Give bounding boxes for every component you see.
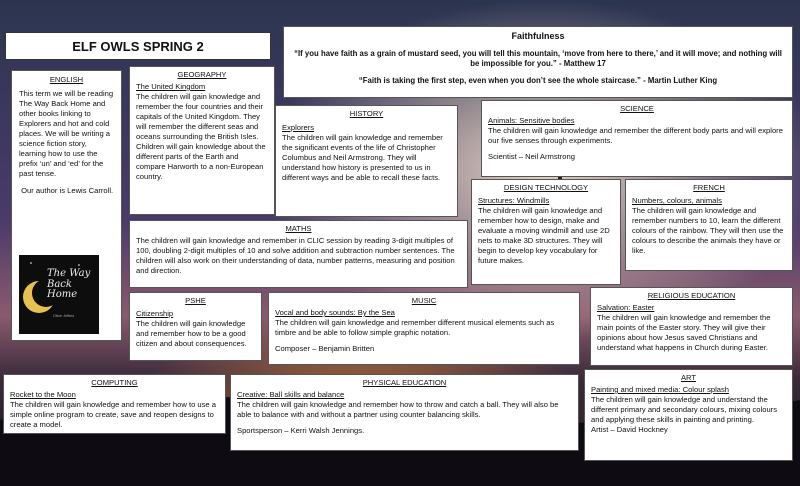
computing-heading: COMPUTING xyxy=(91,378,138,387)
pshe-heading: PSHE xyxy=(185,296,206,305)
history-body: The children will gain knowledge and remember the significant events of the life of Christopher Columbus and Neil Armstrong. They will understand how history is presented to us in different ways and be able to recall these facts. xyxy=(282,133,443,183)
english-author: Our author is Lewis Carroll. xyxy=(19,186,114,196)
music-topic: Vocal and body sounds: By the Sea xyxy=(275,308,395,318)
music-body: The children will gain knowledge and remember different musical elements such as timbre and be able to follow simple graphic notation. xyxy=(275,318,555,338)
design-technology-body: The children will gain knowledge and remember how to design, make and evaluate a moving windmill and use 2D nets to make 3D structures. They will begin to develop key vocabulary for future makes. xyxy=(478,206,610,266)
design-technology-topic: Structures: Windmills xyxy=(478,196,550,206)
english-heading: ENGLISH xyxy=(49,75,84,84)
science-heading: SCIENCE xyxy=(620,104,654,113)
art-body: The children will gain knowledge and understand the different primary and secondary colours, mixing colours and applying these skills in painting and printing. xyxy=(591,395,777,425)
art-heading: ART xyxy=(680,373,697,382)
music-composer: Composer – Benjamin Britten xyxy=(275,344,375,354)
pshe-topic: Citizenship xyxy=(136,309,174,319)
music-heading: MUSIC xyxy=(411,296,437,305)
english-body: This term we will be reading The Way Back Home and other books linking to Explorers and hot and cold places. We will be writing a science fiction story, learning how to use the prefix ‘un’ and ‘ed’ for the past tense. xyxy=(19,89,114,179)
science-body: The children will gain knowledge and remember the different body parts and will explore our five senses through experiments. xyxy=(488,126,783,146)
book-title: The Way Back Home xyxy=(47,268,91,300)
geography-body: The children will gain knowledge and remember the four countries and their capitals of the United Kingdom. They will remember the different seas and oceans surrounding the British Isles. Children will gain knowledge about the different parts of the Earth and compare Harworth to a non-European country. xyxy=(136,92,266,182)
science-panel xyxy=(481,100,793,177)
maths-body: The children will gain knowledge and remember in CLIC session by reading 3-digit multiples of 100, doubling 2-digit multiples of 10 and solve addition and subtraction number sentences. The children will also work on their understanding of data, number patterns, measuring and position and direction. xyxy=(136,236,455,276)
book-author: Oliver Jeffers xyxy=(53,314,75,318)
art-panel xyxy=(584,369,793,461)
faithfulness-panel xyxy=(283,26,793,98)
maths-panel xyxy=(129,220,468,288)
religious-education-topic: Salvation: Easter xyxy=(597,303,655,313)
religious-education-heading: RELIGIOUS EDUCATION xyxy=(647,291,736,300)
pshe-panel xyxy=(129,292,262,361)
history-heading: HISTORY xyxy=(349,109,384,118)
science-scientist: Scientist – Neil Armstrong xyxy=(488,152,575,162)
faith-quote-matthew: “If you have faith as a grain of mustard seed, you will tell this mountain, ‘move from here to there,’ and it will move; and nothing will be impossible for you.” - Matthew 17 xyxy=(294,48,782,69)
french-topic: Numbers, colours, animals xyxy=(632,196,722,206)
design-technology-heading: DESIGN TECHNOLOGY xyxy=(503,183,589,192)
pshe-body: The children will gain knowledge and remember how to be a good citizen and about consequences. xyxy=(136,319,247,349)
physical-education-topic: Creative: Ball skills and balance xyxy=(237,390,345,400)
art-artist: Artist – David Hockney xyxy=(591,425,668,435)
faithfulness-heading: Faithfulness xyxy=(511,31,565,41)
art-topic: Painting and mixed media: Colour splash xyxy=(591,385,730,395)
geography-topic: The United Kingdom xyxy=(136,82,206,92)
french-body: The children will gain knowledge and remember numbers to 10, learn the different colours of the rainbow. They will then use the colours to describe the animals they have or like. xyxy=(632,206,784,256)
religious-education-body: The children will gain knowledge and remember the main points of the Easter story. They will give their opinions about how Jesus saved Christians and understand what happens in Church during Easter. xyxy=(597,313,771,353)
history-topic: Explorers xyxy=(282,123,315,133)
faith-quote-mlk: “Faith is taking the first step, even when you don’t see the whole staircase.” - Martin Luther King xyxy=(358,76,718,86)
music-panel xyxy=(268,292,580,365)
science-topic: Animals: Sensitive bodies xyxy=(488,116,575,126)
computing-panel xyxy=(3,374,226,434)
design-technology-panel xyxy=(471,179,621,285)
french-heading: FRENCH xyxy=(693,183,725,192)
geography-panel xyxy=(129,66,275,215)
physical-education-body: The children will gain knowledge and remember how to throw and catch a ball. They will also be able to balance with and without a partner using counter balancing skills. xyxy=(237,400,559,420)
geography-heading: GEOGRAPHY xyxy=(177,70,227,79)
computing-topic: Rocket to the Moon xyxy=(10,390,76,400)
computing-body: The children will gain knowledge and remember how to use a simple online program to create, save and reopen designs to create a model. xyxy=(10,400,216,430)
history-panel xyxy=(275,105,458,217)
religious-education-panel xyxy=(590,287,793,366)
physical-education-panel xyxy=(230,374,579,451)
book-cover-way-back-home xyxy=(19,255,99,334)
maths-heading: MATHS xyxy=(285,224,312,233)
physical-education-sportsperson: Sportsperson – Kerri Walsh Jennings. xyxy=(237,426,365,436)
physical-education-heading: PHYSICAL EDUCATION xyxy=(362,378,447,387)
french-panel xyxy=(625,179,793,271)
page-title: ELF OWLS SPRING 2 xyxy=(5,32,271,60)
